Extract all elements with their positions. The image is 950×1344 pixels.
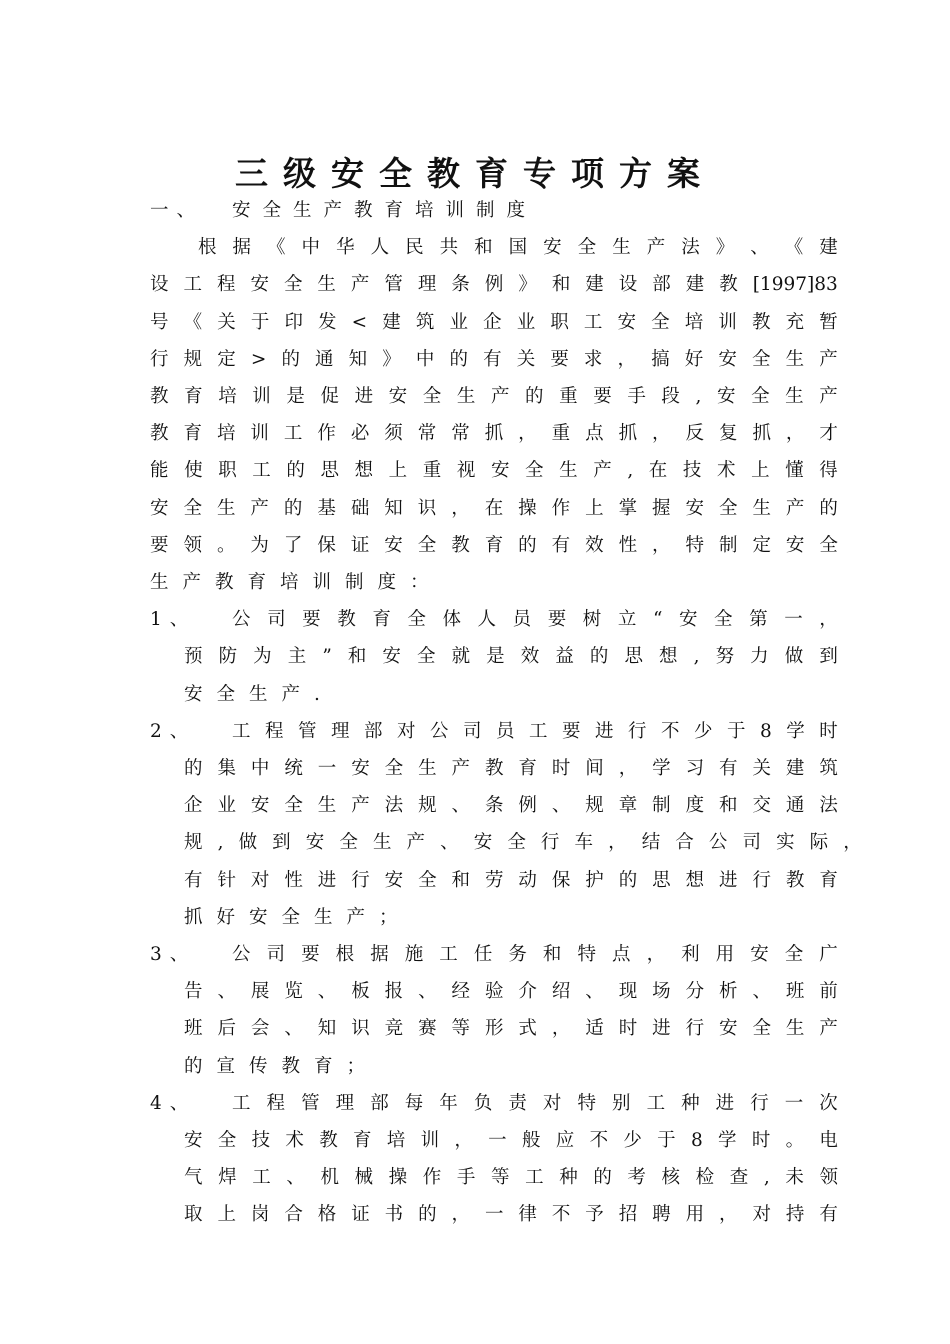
list-item-line: 企 业 安 全 生 产 法 规 、 条 例 、 规 章 制 度 和 交 通 法 — [184, 795, 838, 817]
list-item-line: 公 司 要 教 育 全 体 人 员 要 树 立 “ 安 全 第 一 ， — [232, 609, 838, 631]
list-item-line: 预 防 为 主 ” 和 安 全 就 是 效 益 的 思 想 , 努 力 做 到 — [184, 646, 838, 668]
paragraph-line: 行 规 定 > 的 通 知 》 中 的 有 关 要 求 ， 搞 好 安 全 生 产 — [150, 348, 838, 370]
item-number: 3、 — [150, 944, 197, 965]
paragraph-line: 安 全 生 产 的 基 础 知 识 ， 在 操 作 上 掌 握 安 全 生 产 的 — [150, 497, 838, 519]
document-title: 三级安全教育专项方案 — [235, 154, 715, 193]
list-item-line: 告 、 展 览 、 板 报 、 经 验 介 绍 、 现 场 分 析 、 班 前 — [184, 981, 838, 1003]
list-item-line: 抓好安全生产； — [184, 906, 412, 928]
list-item-line: 气 焊 工 、 机 械 操 作 手 等 工 种 的 考 核 检 查 , 未 领 — [184, 1167, 838, 1189]
list-item-line: 工 程 管 理 部 每 年 负 责 对 特 别 工 种 进 行 一 次 — [232, 1092, 838, 1114]
paragraph-line: 能 使 职 工 的 思 想 上 重 视 安 全 生 产 , 在 技 术 上 懂 得 — [150, 460, 838, 482]
paragraph-line: 生产教育培训制度： — [150, 572, 443, 593]
list-item-line: 班 后 会 、 知 识 竞 赛 等 形 式 ， 适 时 进 行 安 全 生 产 — [184, 1018, 838, 1040]
paragraph-line: 根 据 《 中 华 人 民 共 和 国 安 全 生 产 法 》 、 《 建 — [198, 237, 838, 259]
section-heading: 安全生产教育培训制度 — [232, 200, 538, 221]
list-item-line: 取 上 岗 合 格 证 书 的 ， 一 律 不 予 招 聘 用 ， 对 持 有 — [184, 1204, 838, 1226]
item-number: 4、 — [150, 1092, 197, 1114]
section-number: 一、 — [150, 200, 204, 221]
list-item-line: 安全生产. — [184, 683, 334, 705]
list-item-line: 有 针 对 性 进 行 安 全 和 劳 动 保 护 的 思 想 进 行 教 育 — [184, 869, 838, 891]
list-item-line: 公 司 要 根 据 施 工 任 务 和 特 点 ， 利 用 安 全 广 — [232, 944, 838, 965]
list-item-line: 的 集 中 统 一 安 全 生 产 教 育 时 间 ， 学 习 有 关 建 筑 — [184, 758, 838, 779]
paragraph-line: 教 育 培 训 工 作 必 须 常 常 抓 ， 重 点 抓 ， 反 复 抓 ， 才 — [150, 423, 838, 445]
paragraph-line: 教 育 培 训 是 促 进 安 全 生 产 的 重 要 手 段 , 安 全 生 产 — [150, 386, 838, 407]
paragraph-line: 设 工 程 安 全 生 产 管 理 条 例 》 和 建 设 部 建 教 [1997]83 — [150, 274, 838, 296]
paragraph-line: 要 领 。 为 了 保 证 安 全 教 育 的 有 效 性 ， 特 制 定 安 全 — [150, 534, 838, 556]
list-item-line: 规 , 做 到 安 全 生 产 、 安 全 行 车 ， 结 合 公 司 实 际 ， — [184, 832, 862, 854]
list-item-line: 安 全 技 术 教 育 培 训 ， 一 般 应 不 少 于 8 学 时 。 电 — [184, 1130, 838, 1151]
item-number: 2、 — [150, 720, 197, 742]
list-item-line: 的宣传教育； — [184, 1055, 380, 1077]
list-item-line: 工 程 管 理 部 对 公 司 员 工 要 进 行 不 少 于 8 学 时 — [232, 720, 838, 742]
item-number: 1、 — [150, 609, 197, 631]
paragraph-line: 号 《 关 于 印 发 < 建 筑 业 企 业 职 工 安 全 培 训 教 充 暂 — [150, 311, 838, 333]
